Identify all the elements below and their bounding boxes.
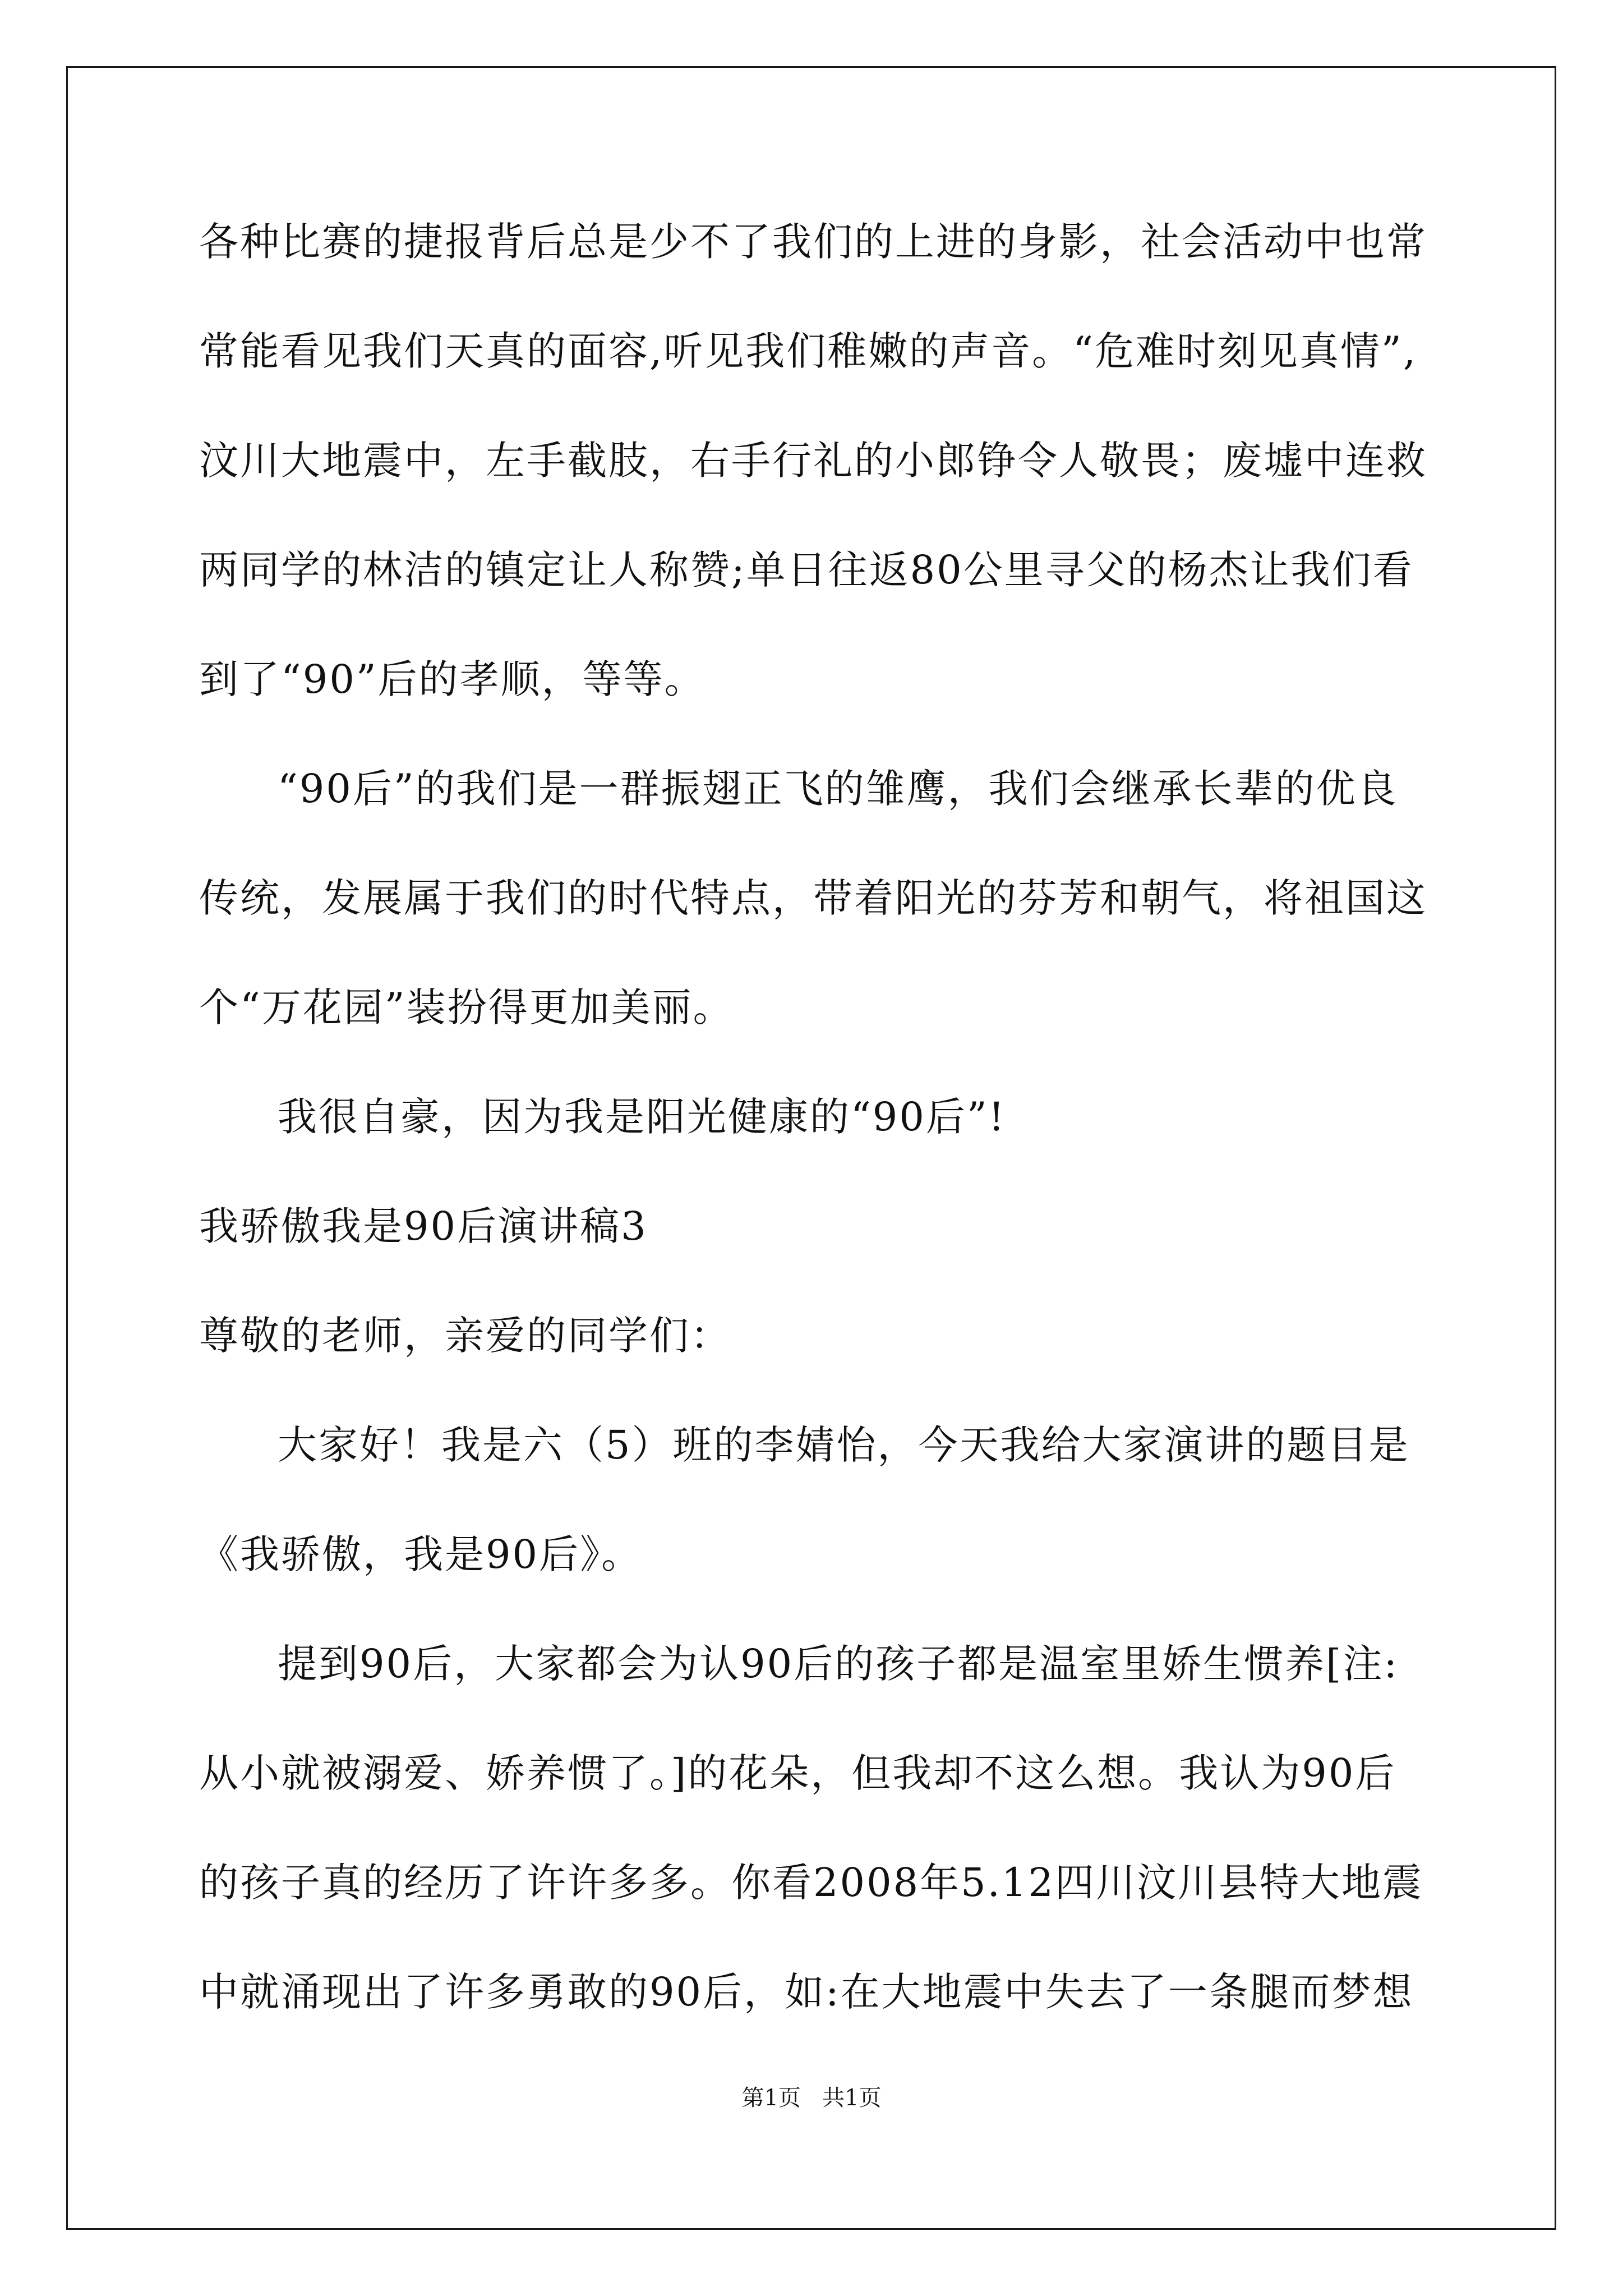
text-line: 常能看见我们天真的面容,听见我们稚嫩的声音。“危难时刻见真情”, bbox=[199, 328, 1418, 374]
text-line: 提到90后，大家都会为认90后的孩子都是温室里娇生惯养[注: bbox=[278, 1641, 1399, 1687]
section-heading: 我骄傲我是90后演讲稿3 bbox=[199, 1203, 648, 1249]
text-line: 的孩子真的经历了许许多多。你看2008年5.12四川汶川县特大地震 bbox=[199, 1860, 1424, 1906]
text-line: 个“万花园”装扮得更加美丽。 bbox=[199, 984, 734, 1030]
text-line: 到了“90”后的孝顺，等等。 bbox=[199, 656, 706, 702]
salutation: 尊敬的老师，亲爱的同学们： bbox=[199, 1313, 731, 1359]
text-line: 各种比赛的捷报背后总是少不了我们的上进的身影，社会活动中也常 bbox=[199, 219, 1427, 265]
text-line: 两同学的林洁的镇定让人称赞;单日往返80公里寻父的杨杰让我们看 bbox=[199, 547, 1414, 593]
text-line: 《我骄傲，我是90后》。 bbox=[199, 1531, 643, 1577]
text-line: 中就涌现出了许多勇敢的90后，如:在大地震中失去了一条腿而梦想 bbox=[199, 1969, 1414, 2015]
text-line: 从小就被溺爱、娇养惯了。]的花朵，但我却不这么想。我认为90后 bbox=[199, 1750, 1396, 1796]
text-line: 我很自豪，因为我是阳光健康的“90后”! bbox=[278, 1094, 1006, 1140]
text-line: 汶川大地震中，左手截肢，右手行礼的小郎铮令人敬畏；废墟中连救 bbox=[199, 438, 1427, 484]
page-number-footer: 第1页 共1页 bbox=[741, 2085, 882, 2111]
text-line: 传统，发展属于我们的时代特点，带着阳光的芬芳和朝气，将祖国这 bbox=[199, 875, 1427, 921]
text-line: “90后”的我们是一群振翅正飞的雏鹰，我们会继承长辈的优良 bbox=[278, 766, 1398, 812]
text-line: 大家好！我是六（5）班的李婧怡，今天我给大家演讲的题目是 bbox=[278, 1422, 1410, 1468]
